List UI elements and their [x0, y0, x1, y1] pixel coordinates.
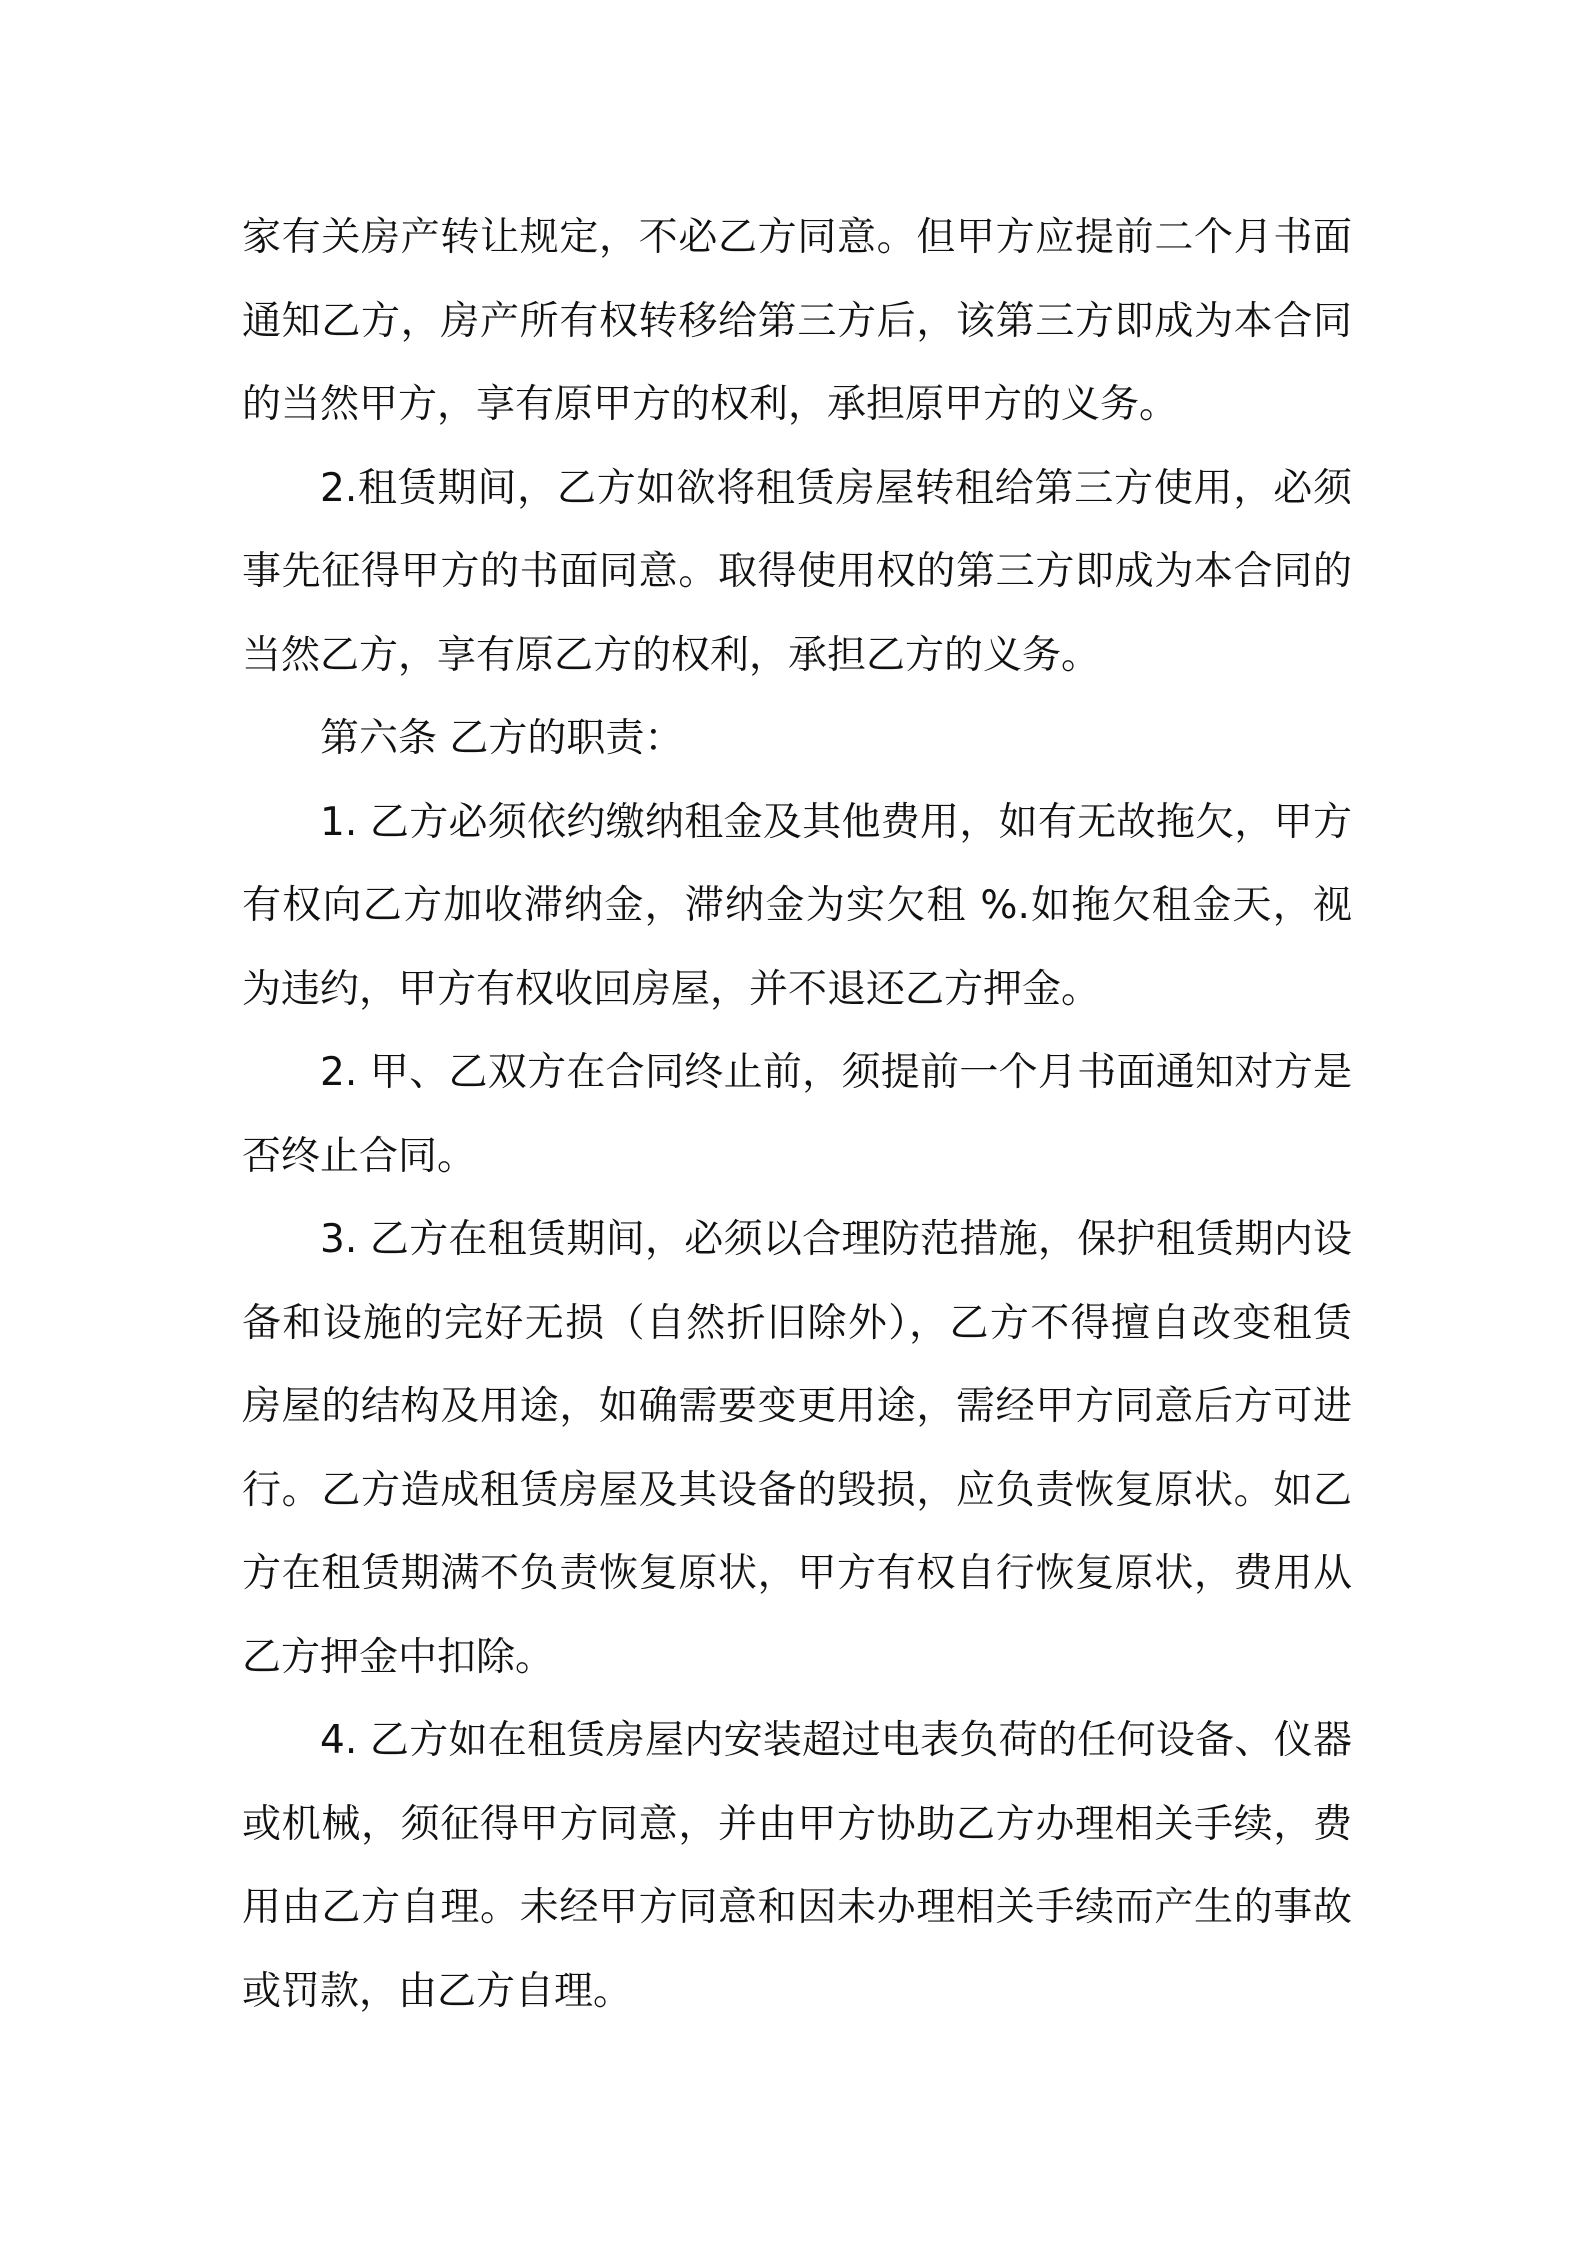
paragraph-item-3: 3. 乙方在租赁期间，必须以合理防范措施，保护租赁期内设备和设施的完好无损（自然折旧除外），乙方不得擅自改变租赁房屋的结构及用途，如确需要变更用途，需经甲方同意后方可进行。乙方造成租赁房屋及其设备的毁损，应负责恢复原状。如乙方在租赁期满不负责恢复原状，甲方有权自行恢复原状，费用从乙方押金中扣除。	[242, 1217, 1352, 1680]
paragraph-item-1: 1. 乙方必须依约缴纳租金及其他费用，如有无故拖欠，甲方有权向乙方加收滞纳金，滞纳金为实欠租 %.如拖欠租金天，视为违约，甲方有权收回房屋，并不退还乙方押金。	[242, 799, 1352, 1012]
paragraph-item-2: 2. 甲、乙双方在合同终止前，须提前一个月书面通知对方是否终止合同。	[242, 1050, 1352, 1179]
paragraph-continuation: 家有关房产转让规定，不必乙方同意。但甲方应提前二个月书面通知乙方，房产所有权转移给第三方后，该第三方即成为本合同的当然甲方，享有原甲方的权利，承担原甲方的义务。	[242, 215, 1352, 427]
paragraph-item-4: 4. 乙方如在租赁房屋内安装超过电表负荷的任何设备、仪器或机械，须征得甲方同意，并由甲方协助乙方办理相关手续，费用由乙方自理。未经甲方同意和因未办理相关手续而产生的事故或罚款，由乙方自理。	[242, 1718, 1352, 2014]
paragraph-sublet-clause: 2.租赁期间，乙方如欲将租赁房屋转租给第三方使用，必须事先征得甲方的书面同意。取得使用权的第三方即成为本合同的当然乙方，享有原乙方的权利，承担乙方的义务。	[242, 465, 1352, 678]
document-body	[242, 196, 1352, 2033]
section-heading-article-six: 第六条 乙方的职责：	[320, 716, 684, 761]
